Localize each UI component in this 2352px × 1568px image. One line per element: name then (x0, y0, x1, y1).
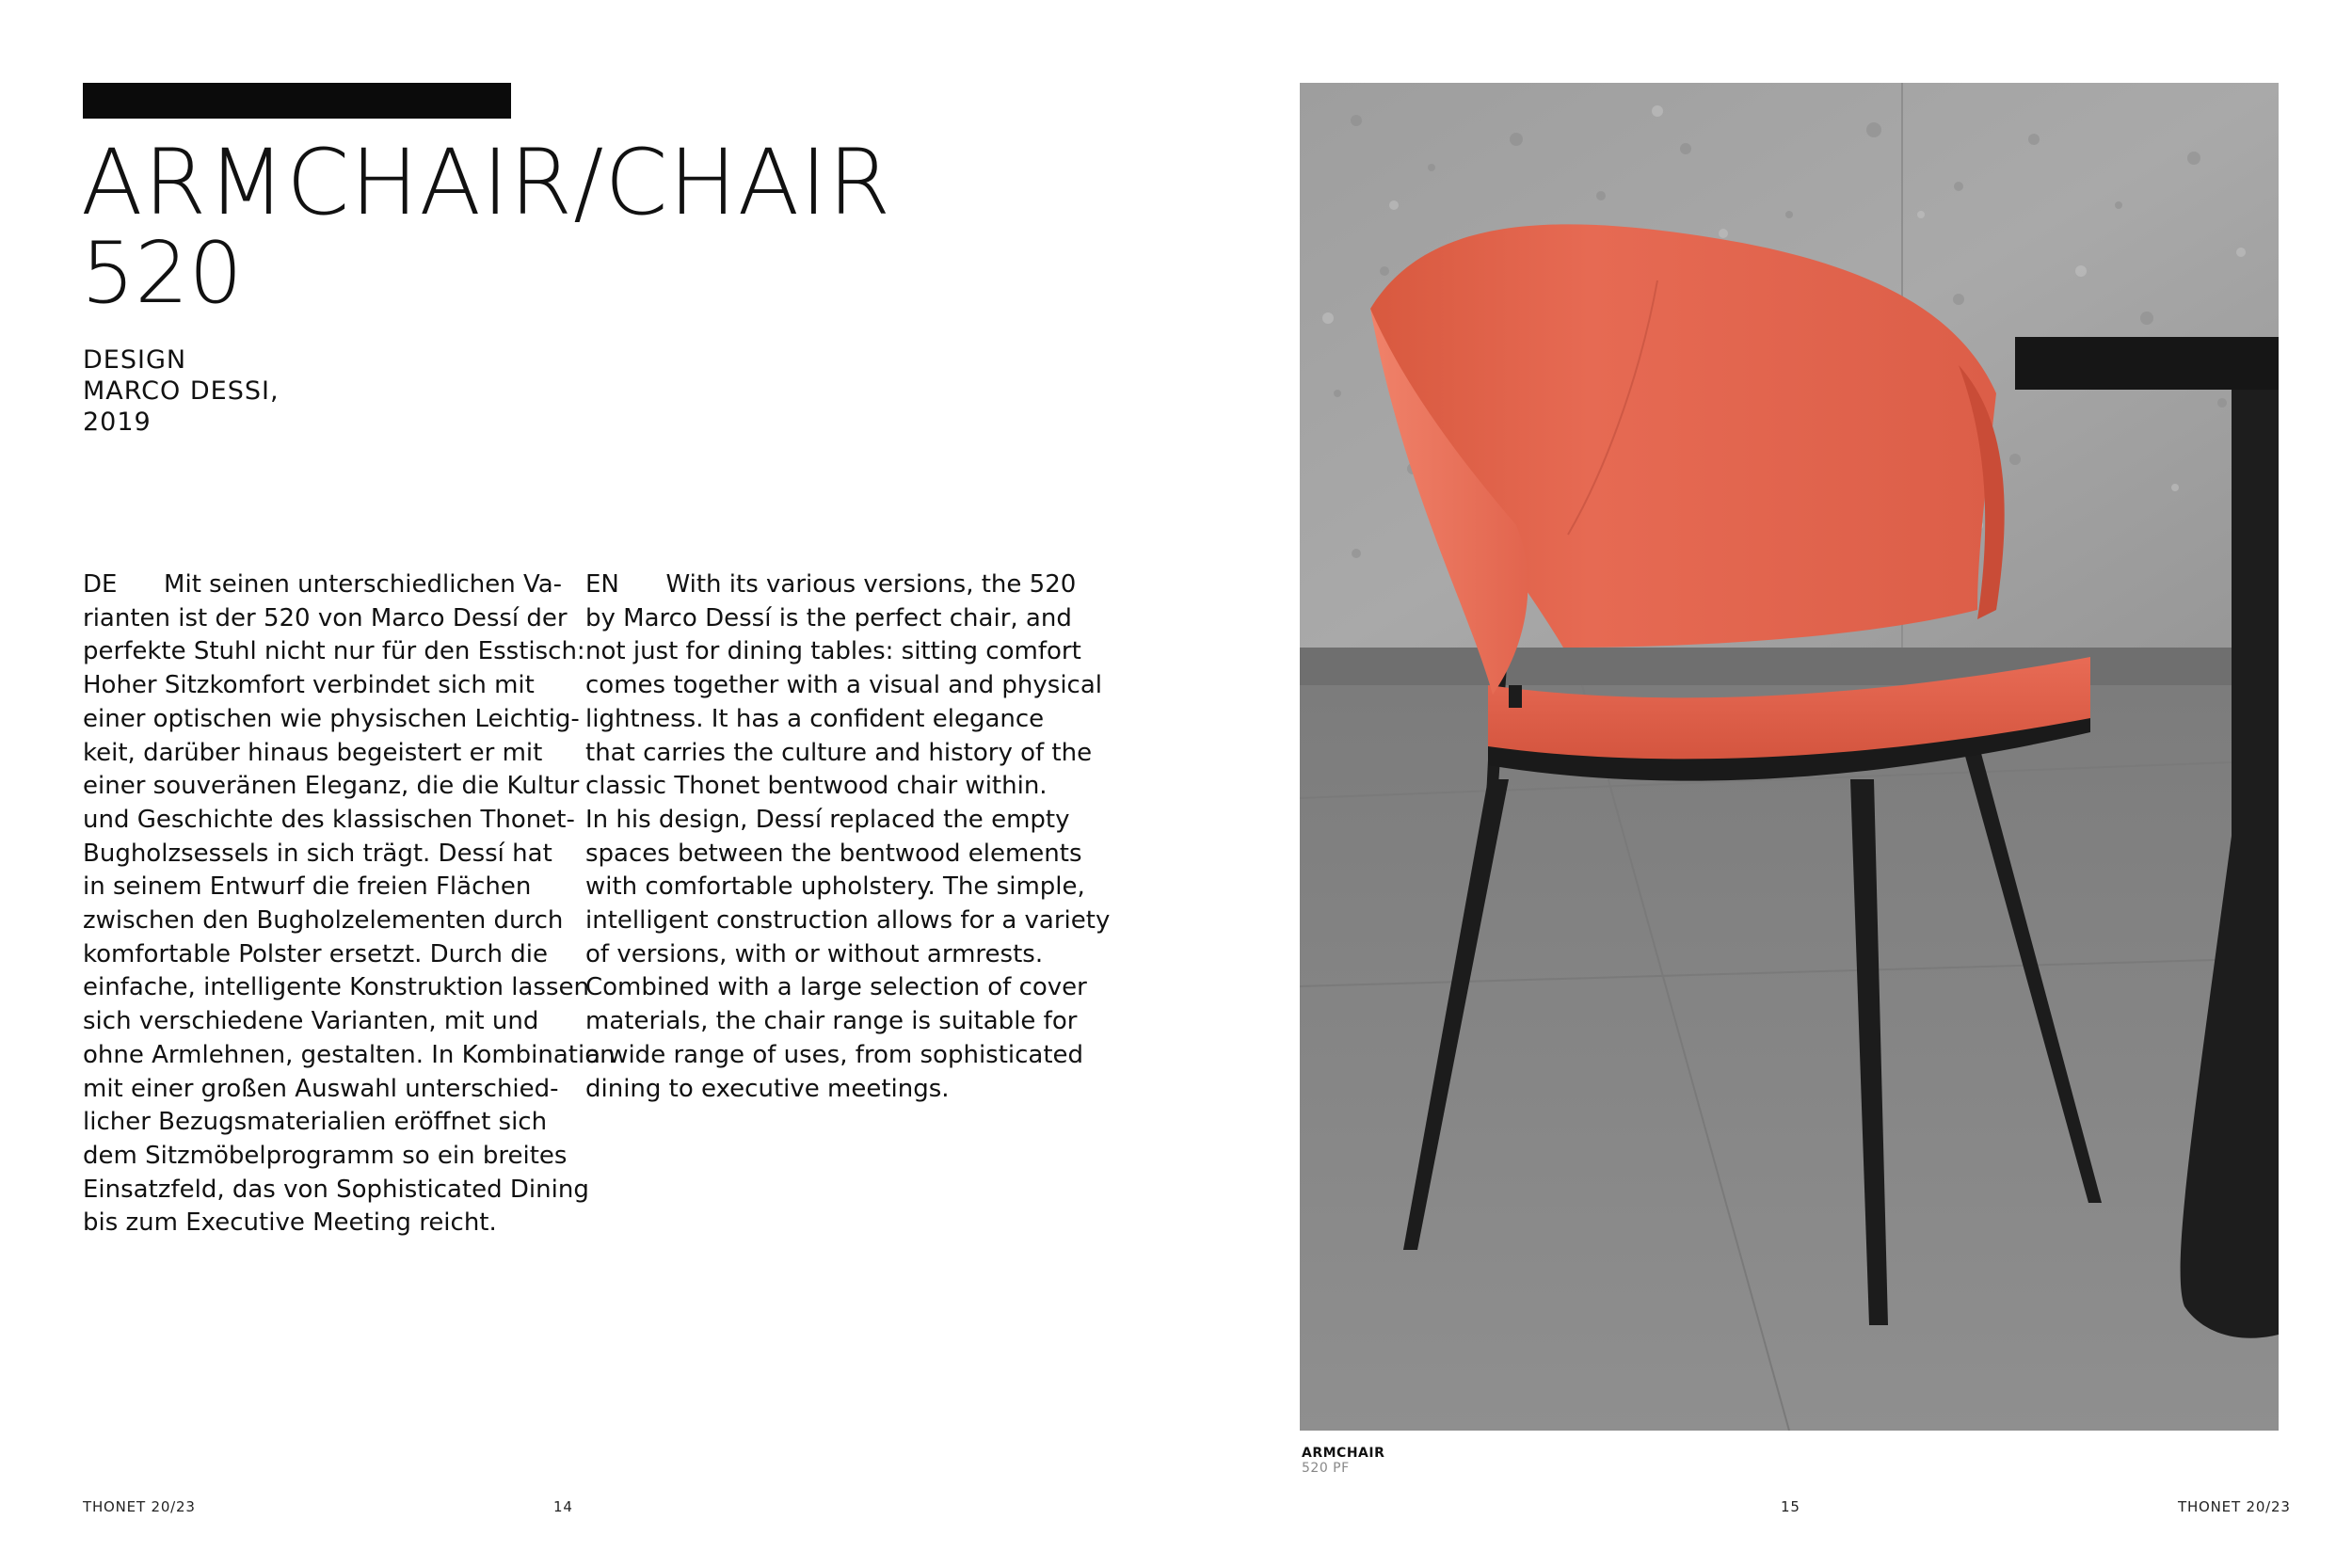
en-line: materials, the chair range is suitable for (585, 1007, 1078, 1036)
de-line: Bugholzsessels in sich trägt. Dessí hat (83, 839, 552, 868)
de-line: rianten ist der 520 von Marco Dessí der (83, 603, 568, 632)
de-line: einer optischen wie physischen Leichtig- (83, 704, 580, 733)
en-line: comes together with a visual and physical (585, 671, 1103, 700)
en-line: Combined with a large selection of cover (585, 973, 1087, 1002)
header-bar (83, 83, 511, 119)
en-line: spaces between the bentwood elements (585, 839, 1082, 868)
en-line: intelligent construction allows for a variety (585, 906, 1111, 936)
photo-caption (1302, 1446, 1384, 1476)
de-line: keit, darüber hinaus begeistert er mit (83, 738, 543, 767)
footer-brand-right: THONET 20/23 (2178, 1498, 2291, 1515)
de-line: sich verschiedene Varianten, mit und (83, 1007, 539, 1036)
chair-label-tag (1509, 685, 1522, 708)
en-line: that carries the culture and history of the (585, 738, 1093, 767)
page-title (81, 130, 892, 323)
text-column-german (83, 568, 616, 1240)
page-number-left: 14 (553, 1498, 573, 1515)
de-line: licher Bezugsmaterialien eröffnet sich (83, 1108, 548, 1137)
design-label: DESIGN (83, 345, 187, 375)
en-line: of versions, with or without armrests. (585, 939, 1044, 968)
en-line: by Marco Dessí is the perfect chair, and (585, 603, 1072, 632)
title-line-1: ARMCHAIR/CHAIR (81, 130, 892, 235)
de-line: einer souveränen Eleganz, die die Kultur (83, 772, 580, 801)
table-top (2015, 337, 2279, 390)
wall-skirting (1300, 648, 2279, 687)
designer-name: MARCO DESSI, (83, 376, 280, 406)
page-number-right: 15 (1781, 1498, 1800, 1515)
language-tag-en: EN (585, 570, 619, 599)
product-photo (1300, 83, 2279, 1431)
de-line: Einsatzfeld, das von Sophisticated Dining (83, 1175, 589, 1204)
de-line: in seinem Entwurf die freien Flächen (83, 872, 532, 902)
caption-title: ARMCHAIR (1302, 1446, 1385, 1461)
design-credit (83, 344, 280, 438)
de-line: mit einer großen Auswahl unterschied- (83, 1074, 559, 1103)
de-line: einfache, intelligente Konstruktion lassen (83, 973, 589, 1002)
de-line: dem Sitzmöbelprogramm so ein breites (83, 1141, 568, 1170)
de-line: bis zum Executive Meeting reicht. (83, 1208, 497, 1238)
en-line: classic Thonet bentwood chair within. (585, 772, 1048, 801)
en-line: With its various versions, the 520 (618, 570, 1077, 599)
en-line: In his design, Dessí replaced the empty (585, 805, 1070, 834)
text-column-english (585, 568, 1111, 1106)
language-tag-de: DE (83, 570, 118, 599)
en-line: dining to executive meetings. (585, 1074, 950, 1103)
en-line: a wide range of uses, from sophisticated (585, 1040, 1084, 1069)
de-line: zwischen den Bugholzelementen durch (83, 906, 564, 936)
de-line: ohne Armlehnen, gestalten. In Kombination (83, 1040, 616, 1069)
caption-model: 520 PF (1302, 1461, 1350, 1476)
de-line: und Geschichte des klassischen Thonet- (83, 805, 575, 834)
footer-brand-left: THONET 20/23 (83, 1498, 196, 1515)
en-line: not just for dining tables: sitting comfort (585, 637, 1081, 666)
de-line: Hoher Sitzkomfort verbindet sich mit (83, 671, 535, 700)
en-line: lightness. It has a confident elegance (585, 704, 1045, 733)
de-line: perfekte Stuhl nicht nur für den Esstisch: (83, 637, 585, 666)
de-line: Mit seinen unterschiedlichen Va- (117, 570, 563, 599)
de-line: komfortable Polster ersetzt. Durch die (83, 939, 548, 968)
title-model-number: 520 (81, 224, 243, 323)
en-line: with comfortable upholstery. The simple, (585, 872, 1085, 902)
design-year: 2019 (83, 408, 152, 437)
